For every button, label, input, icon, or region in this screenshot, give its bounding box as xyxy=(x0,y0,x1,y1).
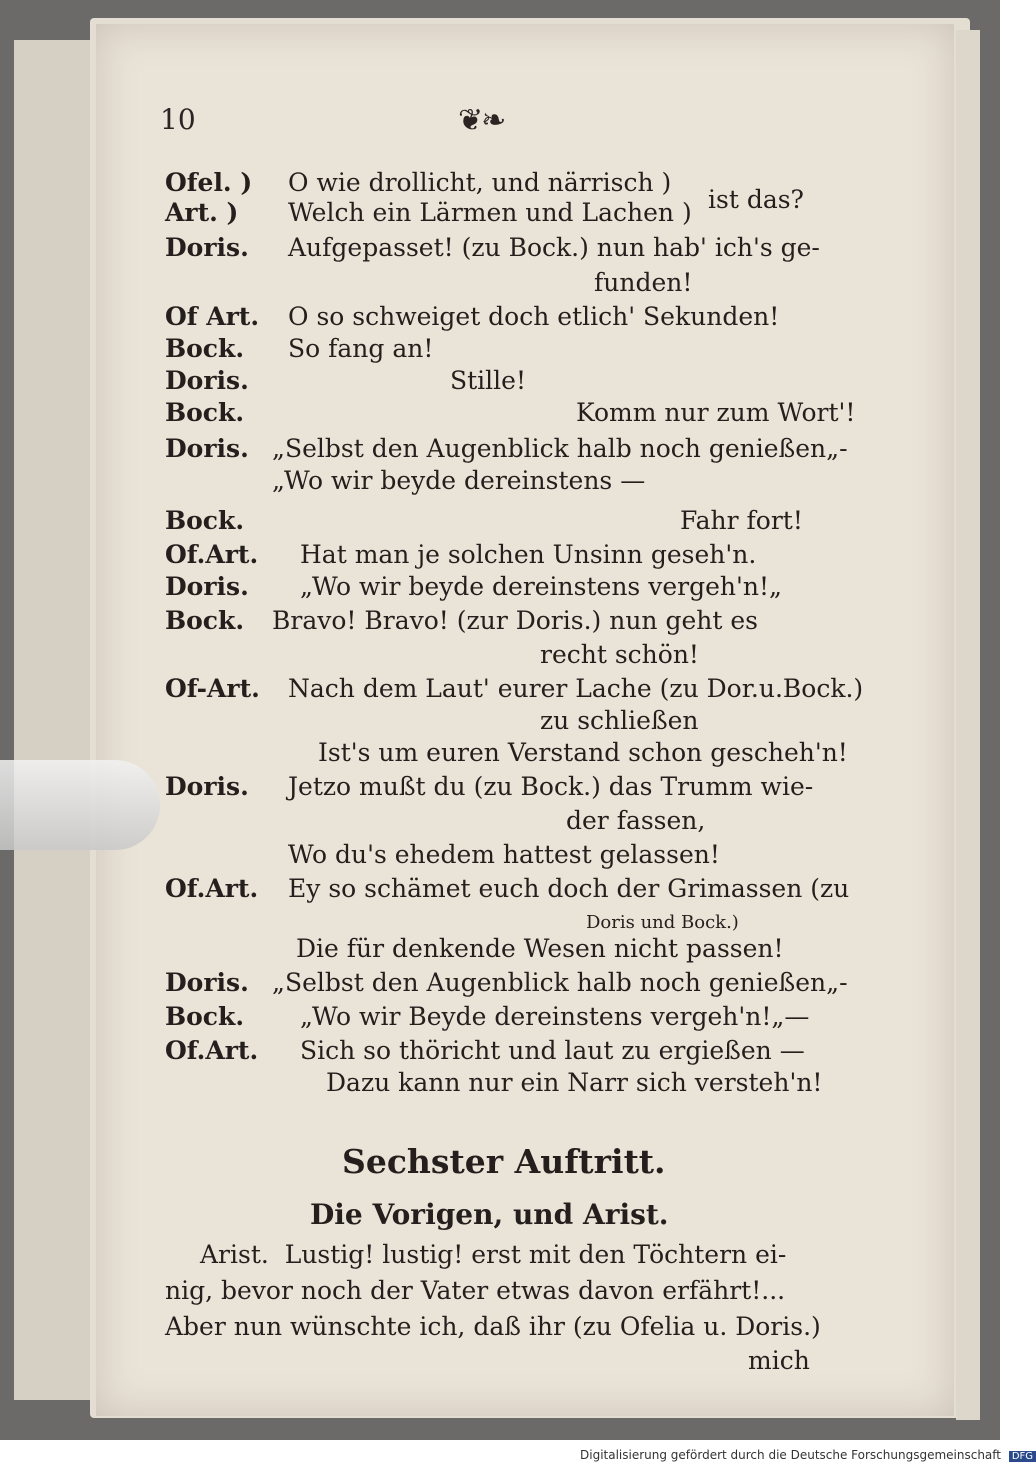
prose-line: Aber nun wünschte ich, daß ihr (zu Ofelia u. Doris.) xyxy=(165,1312,821,1341)
verse-line: Wo du's ehedem hattest gelassen! xyxy=(288,840,720,869)
speaker: Of.Art. xyxy=(165,1036,259,1065)
verse-line: recht schön! xyxy=(540,640,699,669)
speaker: Bock. xyxy=(165,1002,245,1031)
catchword: mich xyxy=(748,1346,810,1375)
verse-line: Ist's um euren Verstand schon gescheh'n! xyxy=(318,738,848,767)
verse-line: „Selbst den Augenblick halb noch genießen„- xyxy=(272,434,848,463)
verse-line: So fang an! xyxy=(288,334,434,363)
verse-line: Sich so thöricht und laut zu ergießen — xyxy=(300,1036,805,1065)
verse-line: „Wo wir beyde dereinstens vergeh'n!„ xyxy=(300,572,782,601)
verse-line: Jetzo mußt du (zu Bock.) das Trumm wie- xyxy=(288,772,814,801)
verse-line: Fahr fort! xyxy=(680,506,803,535)
speaker: Doris. xyxy=(165,366,249,395)
stage-direction: Doris und Bock.) xyxy=(586,912,739,933)
page-clip xyxy=(0,760,160,850)
speaker: Doris. xyxy=(165,233,249,262)
footer-text: Digitalisierung gefördert durch die Deutsche Forschungsgemeinschaft xyxy=(580,1448,1002,1462)
page-number: 10 xyxy=(160,103,196,136)
verse-line: Welch ein Lärmen und Lachen ) xyxy=(288,198,692,227)
footer-credit xyxy=(580,1448,1036,1462)
verse-line: der fassen, xyxy=(566,806,706,835)
speaker: Doris. xyxy=(165,434,249,463)
verse-line: Hat man je solchen Unsinn geseh'n. xyxy=(300,540,757,569)
verse-line: „Wo wir beyde dereinstens — xyxy=(272,466,646,495)
verse-line: „Wo wir Beyde dereinstens vergeh'n!„— xyxy=(300,1002,810,1031)
verse-line: „Selbst den Augenblick halb noch genießen„- xyxy=(272,968,848,997)
verse-line: O so schweiget doch etlich' Sekunden! xyxy=(288,302,780,331)
prose-line: nig, bevor noch der Vater etwas davon erfährt!... xyxy=(165,1276,786,1305)
dfg-logo-icon: DFG xyxy=(1009,1451,1036,1462)
verse-line: Ey so schämet euch doch der Grimassen (zu xyxy=(288,874,850,903)
speaker: Art. ) xyxy=(165,198,239,227)
verse-line: Die für denkende Wesen nicht passen! xyxy=(296,934,784,963)
verse-line: Komm nur zum Wort'! xyxy=(576,398,856,427)
speaker: Bock. xyxy=(165,606,245,635)
scene-subheading: Die Vorigen, und Arist. xyxy=(310,1198,669,1231)
verse-line: Bravo! Bravo! (zur Doris.) nun geht es xyxy=(272,606,758,635)
speaker: Doris. xyxy=(165,772,249,801)
verse-line: Dazu kann nur ein Narr sich versteh'n! xyxy=(326,1068,823,1097)
prose-line: Arist. Lustig! lustig! erst mit den Töchtern ei- xyxy=(200,1240,787,1269)
verse-line: funden! xyxy=(594,268,693,297)
speaker: Of.Art. xyxy=(165,540,259,569)
verse-line: Nach dem Laut' eurer Lache (zu Dor.u.Bock.) xyxy=(288,674,864,703)
speaker: Bock. xyxy=(165,334,245,363)
speaker: Ofel. ) xyxy=(165,168,253,197)
ornament-icon: ❦❧ xyxy=(458,103,505,138)
verse-line: O wie drollicht, und närrisch ) xyxy=(288,168,672,197)
speaker: Doris. xyxy=(165,572,249,601)
verse-line: zu schließen xyxy=(540,706,699,735)
facing-page-edge xyxy=(956,30,980,1420)
scene-heading: Sechster Auftritt. xyxy=(342,1142,666,1181)
speaker: Of.Art. xyxy=(165,874,259,903)
speaker: Of-Art. xyxy=(165,674,260,703)
verse-line: Stille! xyxy=(450,366,527,395)
speaker: Doris. xyxy=(165,968,249,997)
speaker: Of Art. xyxy=(165,302,260,331)
speaker: Bock. xyxy=(165,506,245,535)
speaker: Bock. xyxy=(165,398,245,427)
verse-line: Aufgepasset! (zu Bock.) nun hab' ich's ge- xyxy=(288,233,820,262)
verse-line: ist das? xyxy=(708,185,804,214)
